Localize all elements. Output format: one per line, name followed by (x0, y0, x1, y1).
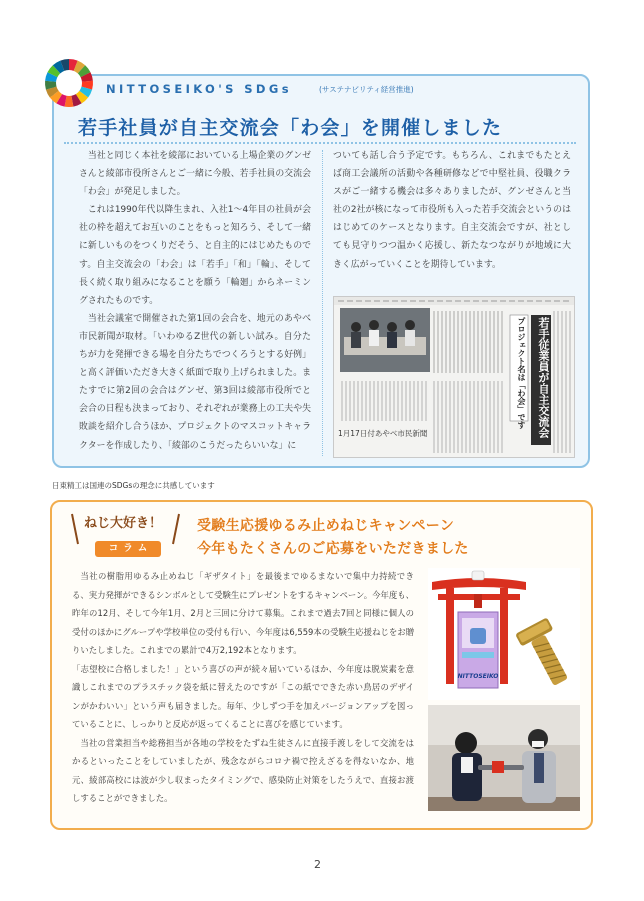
column-paragraph: 「志望校に合格しました！」という喜びの声が続々届いているほか、今年度は脱炭素を意識しこれまでのプラスチック袋を紙に替えたのですが「この紙でできた赤い鳥居のデザインがかわいい」という声も届きました。毎年、少しずつ手を加えバージョンアップを図っていることに、しっかりと反応が返ってくることに喜びを感じています。 (72, 663, 414, 729)
header-brand: NITTOSEIKO'S SDGs (106, 82, 292, 96)
column-paragraph: 当社の営業担当や総務担当が各地の学校をたずね生徒さんに直接手渡しをして交流をはかるといったことをしていましたが、残念ながらコロナ禍で控えざるを得ないなか、地元、綾部高校には波が少し収まったタイミングで、感染防止対策をしたうえで、直接お渡しすることができました。 (72, 737, 414, 803)
campaign-title-line2: 今年もたくさんのご応募をいただきました (197, 541, 469, 557)
product-photo (428, 568, 580, 700)
article-paragraph: 当社と同じく本社を綾部においている上場企業のグンゼさんと綾部市役所さんとご一緒に今般、若手社員の交流会「わ会」が発足しました。 (79, 151, 311, 198)
product-brand-label: NITTOSEIKO (457, 673, 499, 680)
clipping-subhead: プロジェクト名は「わ会」です (517, 317, 526, 429)
column-badge: コラム (95, 541, 161, 557)
article-paragraph: ついても話し合う予定です。もちろん、これまでもたとえば商工会議所の活動や各種研修などで中堅社員、役職クラスがご一緒する機会は多々ありましたが、グンゼさんと当社の2社が核になって市役所も入った若手交流会というのははじめてのケースとなります。自主交流会ですが、社としても見守りつつ温かく応援し、新たなつながりが地域に大きく広がっていくことを期待しています。 (333, 151, 571, 270)
column-text (72, 567, 414, 808)
column-tag: ねじ大好き！ (84, 516, 163, 531)
title-divider (64, 142, 576, 144)
article-paragraph: 当社会議室で開催された第1回の会合を、地元のあやべ市民新聞が取材。「いわゆるZ世代の新しい試み。自分たちが力を発揮できる場を自分たちでつくろうとする好例」と高く評価いただき大きく紙面で取り上げられました。またすでに第2回の会合はグンゼ、第3回は綾部市役所でと会合の日程も決まっており、それぞれが業務上の工夫や失敗談を紹介し合うほか、プロジェクトのマスコットキャラクターを作成したり、「綾部のこうだったらいいな」に (79, 313, 311, 451)
page-number: 2 (314, 858, 321, 871)
slash-right-icon (171, 512, 181, 546)
article-left-column (79, 147, 311, 455)
campaign-title-line1: 受験生応援ゆるみ止めねじキャンペーン (197, 518, 455, 534)
article-paragraph: これは1990年代以降生まれ、入社1～4年目の社員が会社の枠を超えてお互いのことをもっと知ろう、そして一緒に新しいものをつくりだそう、と自主的にはじめたものです。自主交流会の「わ会」は「若手」「和」「輪」、そして長く続く取り組みになることを願う「輪廻」からネーミングされたものです。 (79, 205, 311, 306)
handover-photo (428, 705, 580, 811)
sdgs-footnote: 日東精工は国連のSDGsの理念に共感しています (52, 481, 215, 490)
article-title: 若手社員が自主交流会「わ会」を開催しました (78, 117, 503, 139)
slash-left-icon (70, 512, 80, 546)
clipping-caption: 1月17日付あやべ市民新聞 (338, 429, 428, 438)
sdgs-wheel-icon (44, 58, 94, 108)
clipping-headline: 若手従業員が自主交流会 (537, 317, 550, 438)
article-right-column (333, 147, 571, 274)
column-paragraph: 当社の樹脂用ゆるみ止めねじ「ギザタイト」を最後までゆるまないで集中力持続できる、実力発揮ができるシンボルとして受験生にプレゼントをするキャンペーン。今年度も、昨年の12月、そして今年1月、2月と三回に分けて募集。これまで過去7回と同様に個人の受付のほかにグループや学校単位の受付も行い、今年度は6,559本の受験生応援ねじをお贈りいたしました。これまでの累計で4万2,192本となります。 (72, 571, 414, 655)
header-subtitle: (サステナビリティ経営推進) (319, 85, 414, 94)
column-divider (322, 150, 323, 456)
